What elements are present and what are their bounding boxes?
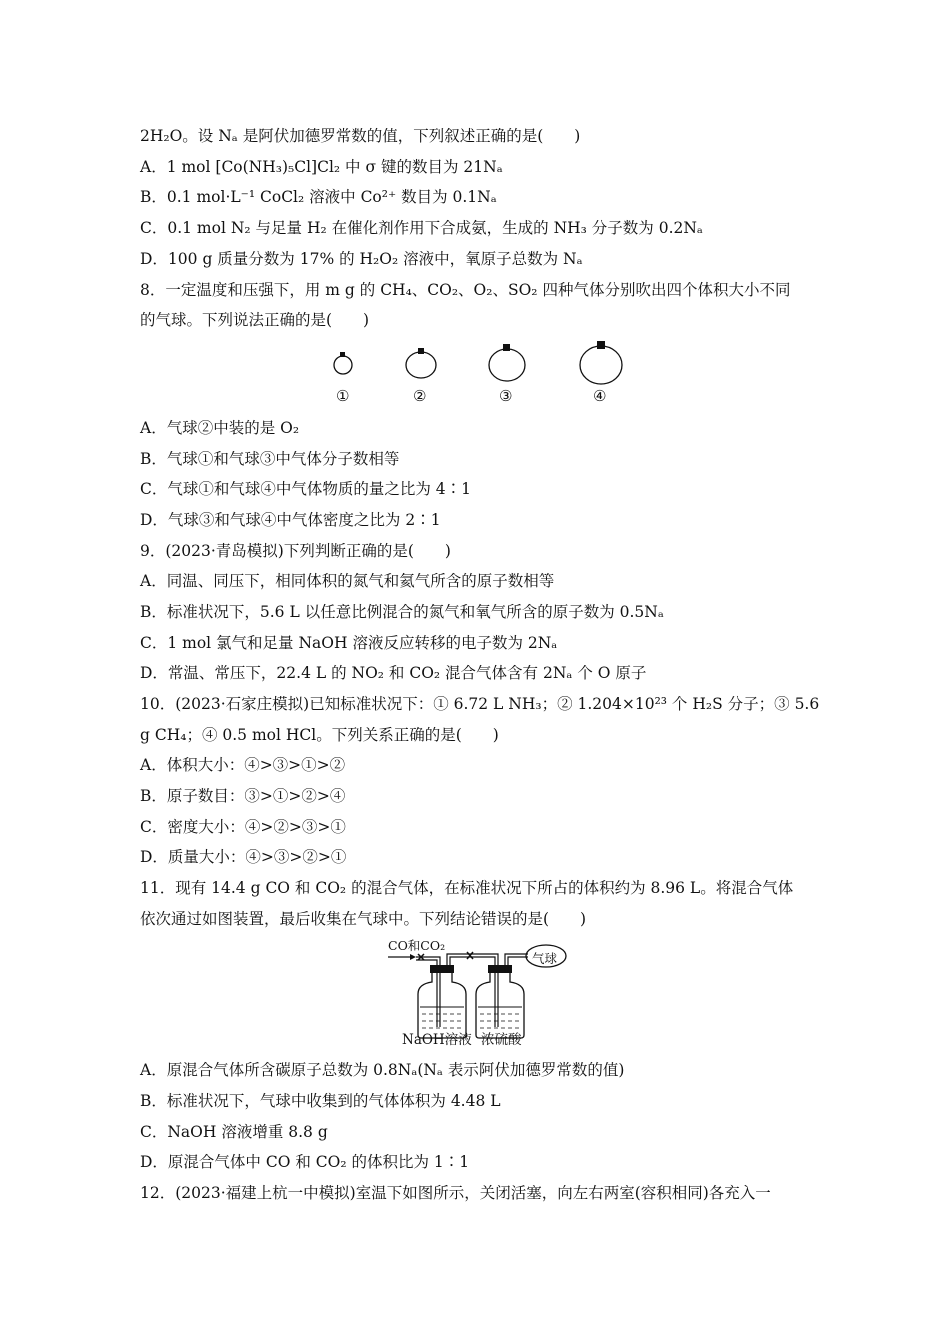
balloon-1 xyxy=(334,352,352,374)
question9-option-a: A．同温、同压下，相同体积的氮气和氦气所含的原子数相等 xyxy=(140,572,555,590)
question11-stem-line2: 依次通过如图装置，最后收集在气球中。下列结论错误的是( ) xyxy=(140,910,587,928)
balloon-label-3: ③ xyxy=(499,387,513,405)
balloon-4 xyxy=(580,341,622,384)
question10-option-d: D．质量大小：④>③>②>① xyxy=(140,848,347,866)
balloons-figure xyxy=(320,338,640,410)
balloon-3 xyxy=(489,344,525,381)
question11-stem-line1: 11．现有 14.4 g CO 和 CO₂ 的混合气体，在标准状况下所占的体积约为 8.96 L。将混合气体 xyxy=(140,879,794,897)
question10-option-b: B．原子数目：③>①>②>④ xyxy=(140,787,346,805)
balloon-label-1: ① xyxy=(336,387,350,405)
question8-option-a: A．气球②中装的是 O₂ xyxy=(140,419,300,437)
balloon-2 xyxy=(406,348,436,378)
question7-option-a: A．1 mol [Co(NH₃)₅Cl]Cl₂ 中 σ 键的数目为 21Nₐ xyxy=(140,158,503,176)
question11-option-c: C．NaOH 溶液增重 8.8 g xyxy=(140,1123,328,1141)
apparatus-balloon-label: 气球 xyxy=(532,951,558,966)
question10-option-c: C．密度大小：④>②>③>① xyxy=(140,818,346,836)
balloon-label-4: ④ xyxy=(593,387,607,405)
question9-stem: 9．(2023·青岛模拟)下列判断正确的是( ) xyxy=(140,542,451,560)
question10-stem-line1: 10．(2023·石家庄模拟)已知标准状况下：① 6.72 L NH₃；② 1.204×10²³ 个 H₂S 分子；③ 5.6 xyxy=(140,695,820,713)
question9-option-c: C．1 mol 氯气和足量 NaOH 溶液反应转移的电子数为 2Nₐ xyxy=(140,634,558,652)
question7-option-b: B．0.1 mol·L⁻¹ CoCl₂ 溶液中 Co²⁺ 数目为 0.1Nₐ xyxy=(140,188,497,206)
question11-option-b: B．标准状况下，气球中收集到的气体体积为 4.48 L xyxy=(140,1092,501,1110)
question8-option-b: B．气球①和气球③中气体分子数相等 xyxy=(140,450,400,468)
question10-option-a: A．体积大小：④>③>①>② xyxy=(140,756,346,774)
question8-stem-line1: 8．一定温度和压强下，用 m g 的 CH₄、CO₂、O₂、SO₂ 四种气体分别吹出四个体积大小不同 xyxy=(140,281,791,299)
question11-option-a: A．原混合气体所含碳原子总数为 0.8Nₐ(Nₐ 表示阿伏加德罗常数的值) xyxy=(140,1061,625,1079)
apparatus-inlet-label: CO和CO₂ xyxy=(388,938,446,953)
sulfuric-acid-bottle xyxy=(476,965,524,1038)
question7-stem-tail: 2H₂O。设 Nₐ 是阿伏加德罗常数的值，下列叙述正确的是( ) xyxy=(140,127,581,145)
question7-option-c: C．0.1 mol N₂ 与足量 H₂ 在催化剂作用下合成氨，生成的 NH₃ 分子数为 0.2Nₐ xyxy=(140,219,703,237)
question9-option-b: B．标准状况下，5.6 L 以任意比例混合的氮气和氧气所含的原子数为 0.5Nₐ xyxy=(140,603,664,621)
naoh-bottle xyxy=(418,965,466,1038)
question7-option-d: D．100 g 质量分数为 17% 的 H₂O₂ 溶液中，氧原子总数为 Nₐ xyxy=(140,250,583,268)
question11-option-d: D．原混合气体中 CO 和 CO₂ 的体积比为 1∶1 xyxy=(140,1153,470,1171)
question9-option-d: D．常温、常压下，22.4 L 的 NO₂ 和 CO₂ 混合气体含有 2Nₐ 个 O 原子 xyxy=(140,664,647,682)
balloon-label-2: ② xyxy=(413,387,427,405)
question8-option-c: C．气球①和气球④中气体物质的量之比为 4∶1 xyxy=(140,480,472,498)
question12-stem-line1: 12．(2023·福建上杭一中模拟)室温下如图所示，关闭活塞，向左右两室(容积相同)各充入一 xyxy=(140,1184,771,1202)
question8-option-d: D．气球③和气球④中气体密度之比为 2∶1 xyxy=(140,511,441,529)
question10-stem-line2: g CH₄；④ 0.5 mol HCl。下列关系正确的是( ) xyxy=(140,726,499,744)
apparatus-acid-label: 浓硫酸 xyxy=(481,1032,522,1048)
apparatus-naoh-label: NaOH溶液 xyxy=(402,1032,472,1048)
question8-stem-line2: 的气球。下列说法正确的是( ) xyxy=(140,311,370,329)
